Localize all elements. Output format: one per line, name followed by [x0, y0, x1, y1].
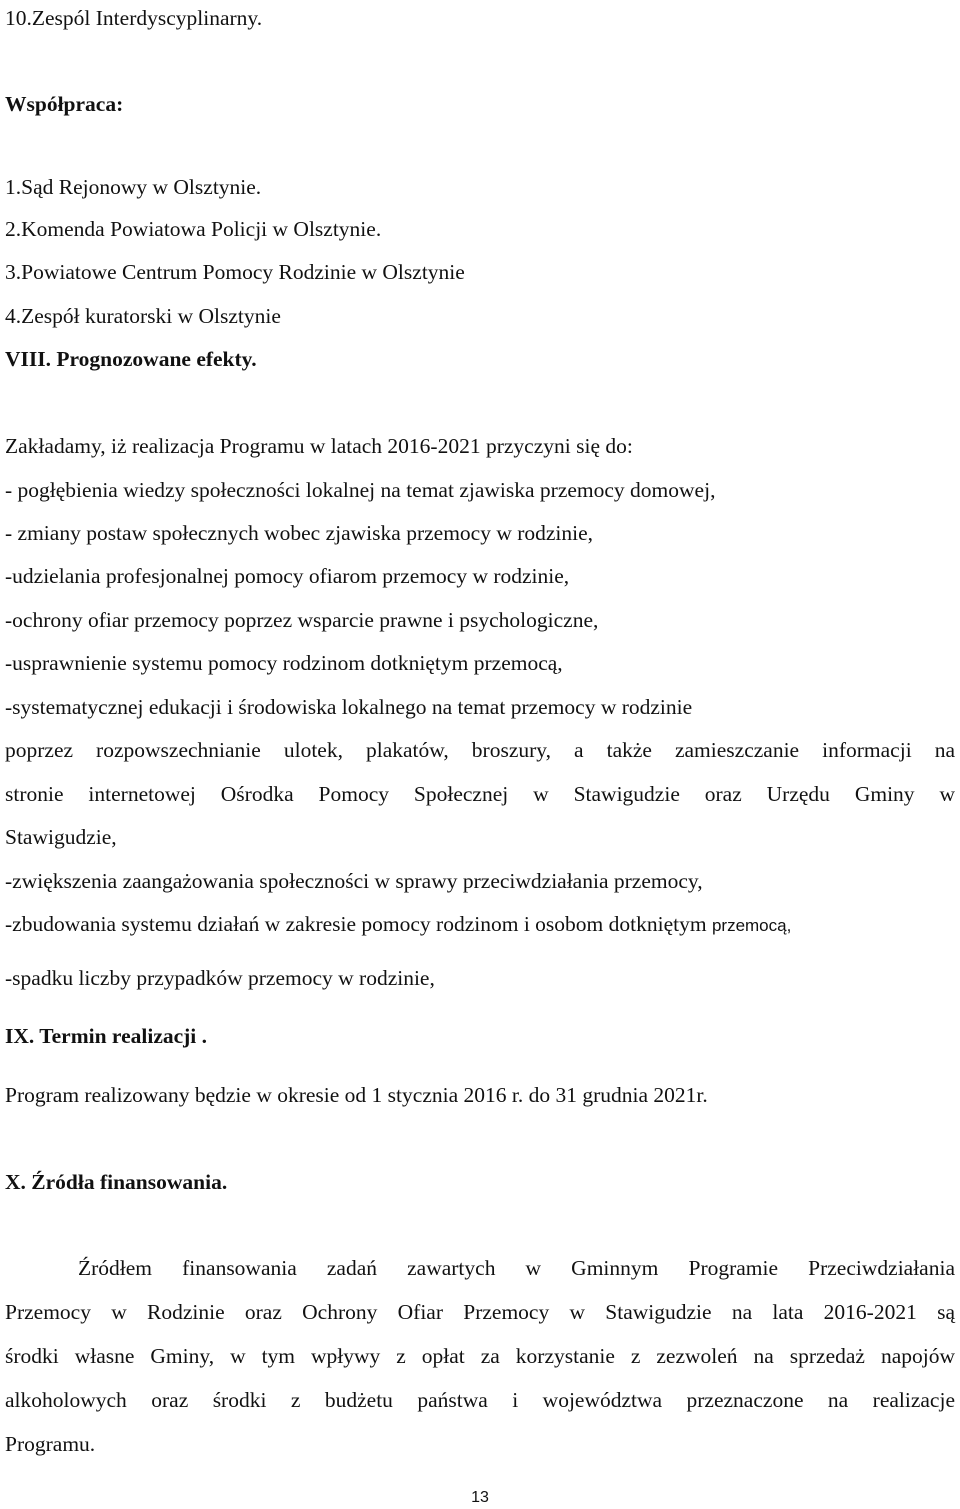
- effect-item: Stawigudzie,: [5, 825, 117, 849]
- cooperation-item: 3.Powiatowe Centrum Pomocy Rodzinie w Olsztynie: [5, 260, 465, 284]
- effect-item: - pogłębienia wiedzy społeczności lokalnej na temat zjawiska przemocy domowej,: [5, 478, 716, 502]
- page-number: 13: [471, 1489, 489, 1506]
- cooperation-heading: Współpraca:: [5, 92, 124, 116]
- effect-item: -systematycznej edukacji i środowiska lokalnego na temat przemocy w rodzinie: [5, 695, 693, 719]
- effect-item: - zmiany postaw społecznych wobec zjawiska przemocy w rodzinie,: [5, 521, 594, 545]
- effect-system-tail: przemocą,: [711, 916, 792, 935]
- effect-item: -zwiększenia zaangażowania społeczności w sprawy przeciwdziałania przemocy,: [5, 869, 703, 893]
- effect-system-main: -zbudowania systemu działań w zakresie pomocy rodzinom i osobom dotkniętym: [5, 912, 707, 936]
- effect-item: -udzielania profesjonalnej pomocy ofiarom przemocy w rodzinie,: [5, 564, 570, 588]
- effect-item: stronie internetowej Ośrodka Pomocy Społecznej w Stawigudzie oraz Urzędu Gminy w: [5, 782, 955, 806]
- effect-item: [5, 910, 791, 940]
- section-9-heading: IX. Termin realizacji .: [5, 1024, 208, 1048]
- section-10-heading: X. Źródła finansowania.: [5, 1170, 228, 1194]
- financing-paragraph-line: środki własne Gminy, w tym wpływy z opłat za korzystanie z zezwoleń na sprzedaż napojów: [5, 1344, 955, 1368]
- effect-item: -ochrony ofiar przemocy poprzez wsparcie prawne i psychologiczne,: [5, 608, 599, 632]
- effect-item: -spadku liczby przypadków przemocy w rodzinie,: [5, 966, 435, 990]
- financing-paragraph-line: Programu.: [5, 1432, 96, 1456]
- financing-paragraph-line: Źródłem finansowania zadań zawartych w Gminnym Programie Przeciwdziałania: [78, 1256, 955, 1280]
- effect-item: poprzez rozpowszechnianie ulotek, plakatów, broszury, a także zamieszczanie informacji na: [5, 738, 955, 762]
- financing-paragraph-line: Przemocy w Rodzinie oraz Ochrony Ofiar Przemocy w Stawigudzie na lata 2016-2021 są: [5, 1300, 955, 1324]
- financing-paragraph-line: alkoholowych oraz środki z budżetu państwa i województwa przeznaczone na realizacje: [5, 1388, 955, 1412]
- effect-item: -usprawnienie systemu pomocy rodzinom dotkniętym przemocą,: [5, 651, 563, 675]
- cooperation-item: 4.Zespół kuratorski w Olsztynie: [5, 304, 281, 328]
- cooperation-item: 2.Komenda Powiatowa Policji w Olsztynie.: [5, 217, 382, 241]
- cooperation-item: 1.Sąd Rejonowy w Olsztynie.: [5, 175, 262, 199]
- team-line: 10.Zespól Interdyscyplinarny.: [5, 6, 263, 30]
- section-8-heading: VIII. Prognozowane efekty.: [5, 347, 257, 371]
- section-8-intro: Zakładamy, iż realizacja Programu w latach 2016-2021 przyczyni się do:: [5, 434, 633, 458]
- section-9-text: Program realizowany będzie w okresie od 1 stycznia 2016 r. do 31 grudnia 2021r.: [5, 1083, 708, 1107]
